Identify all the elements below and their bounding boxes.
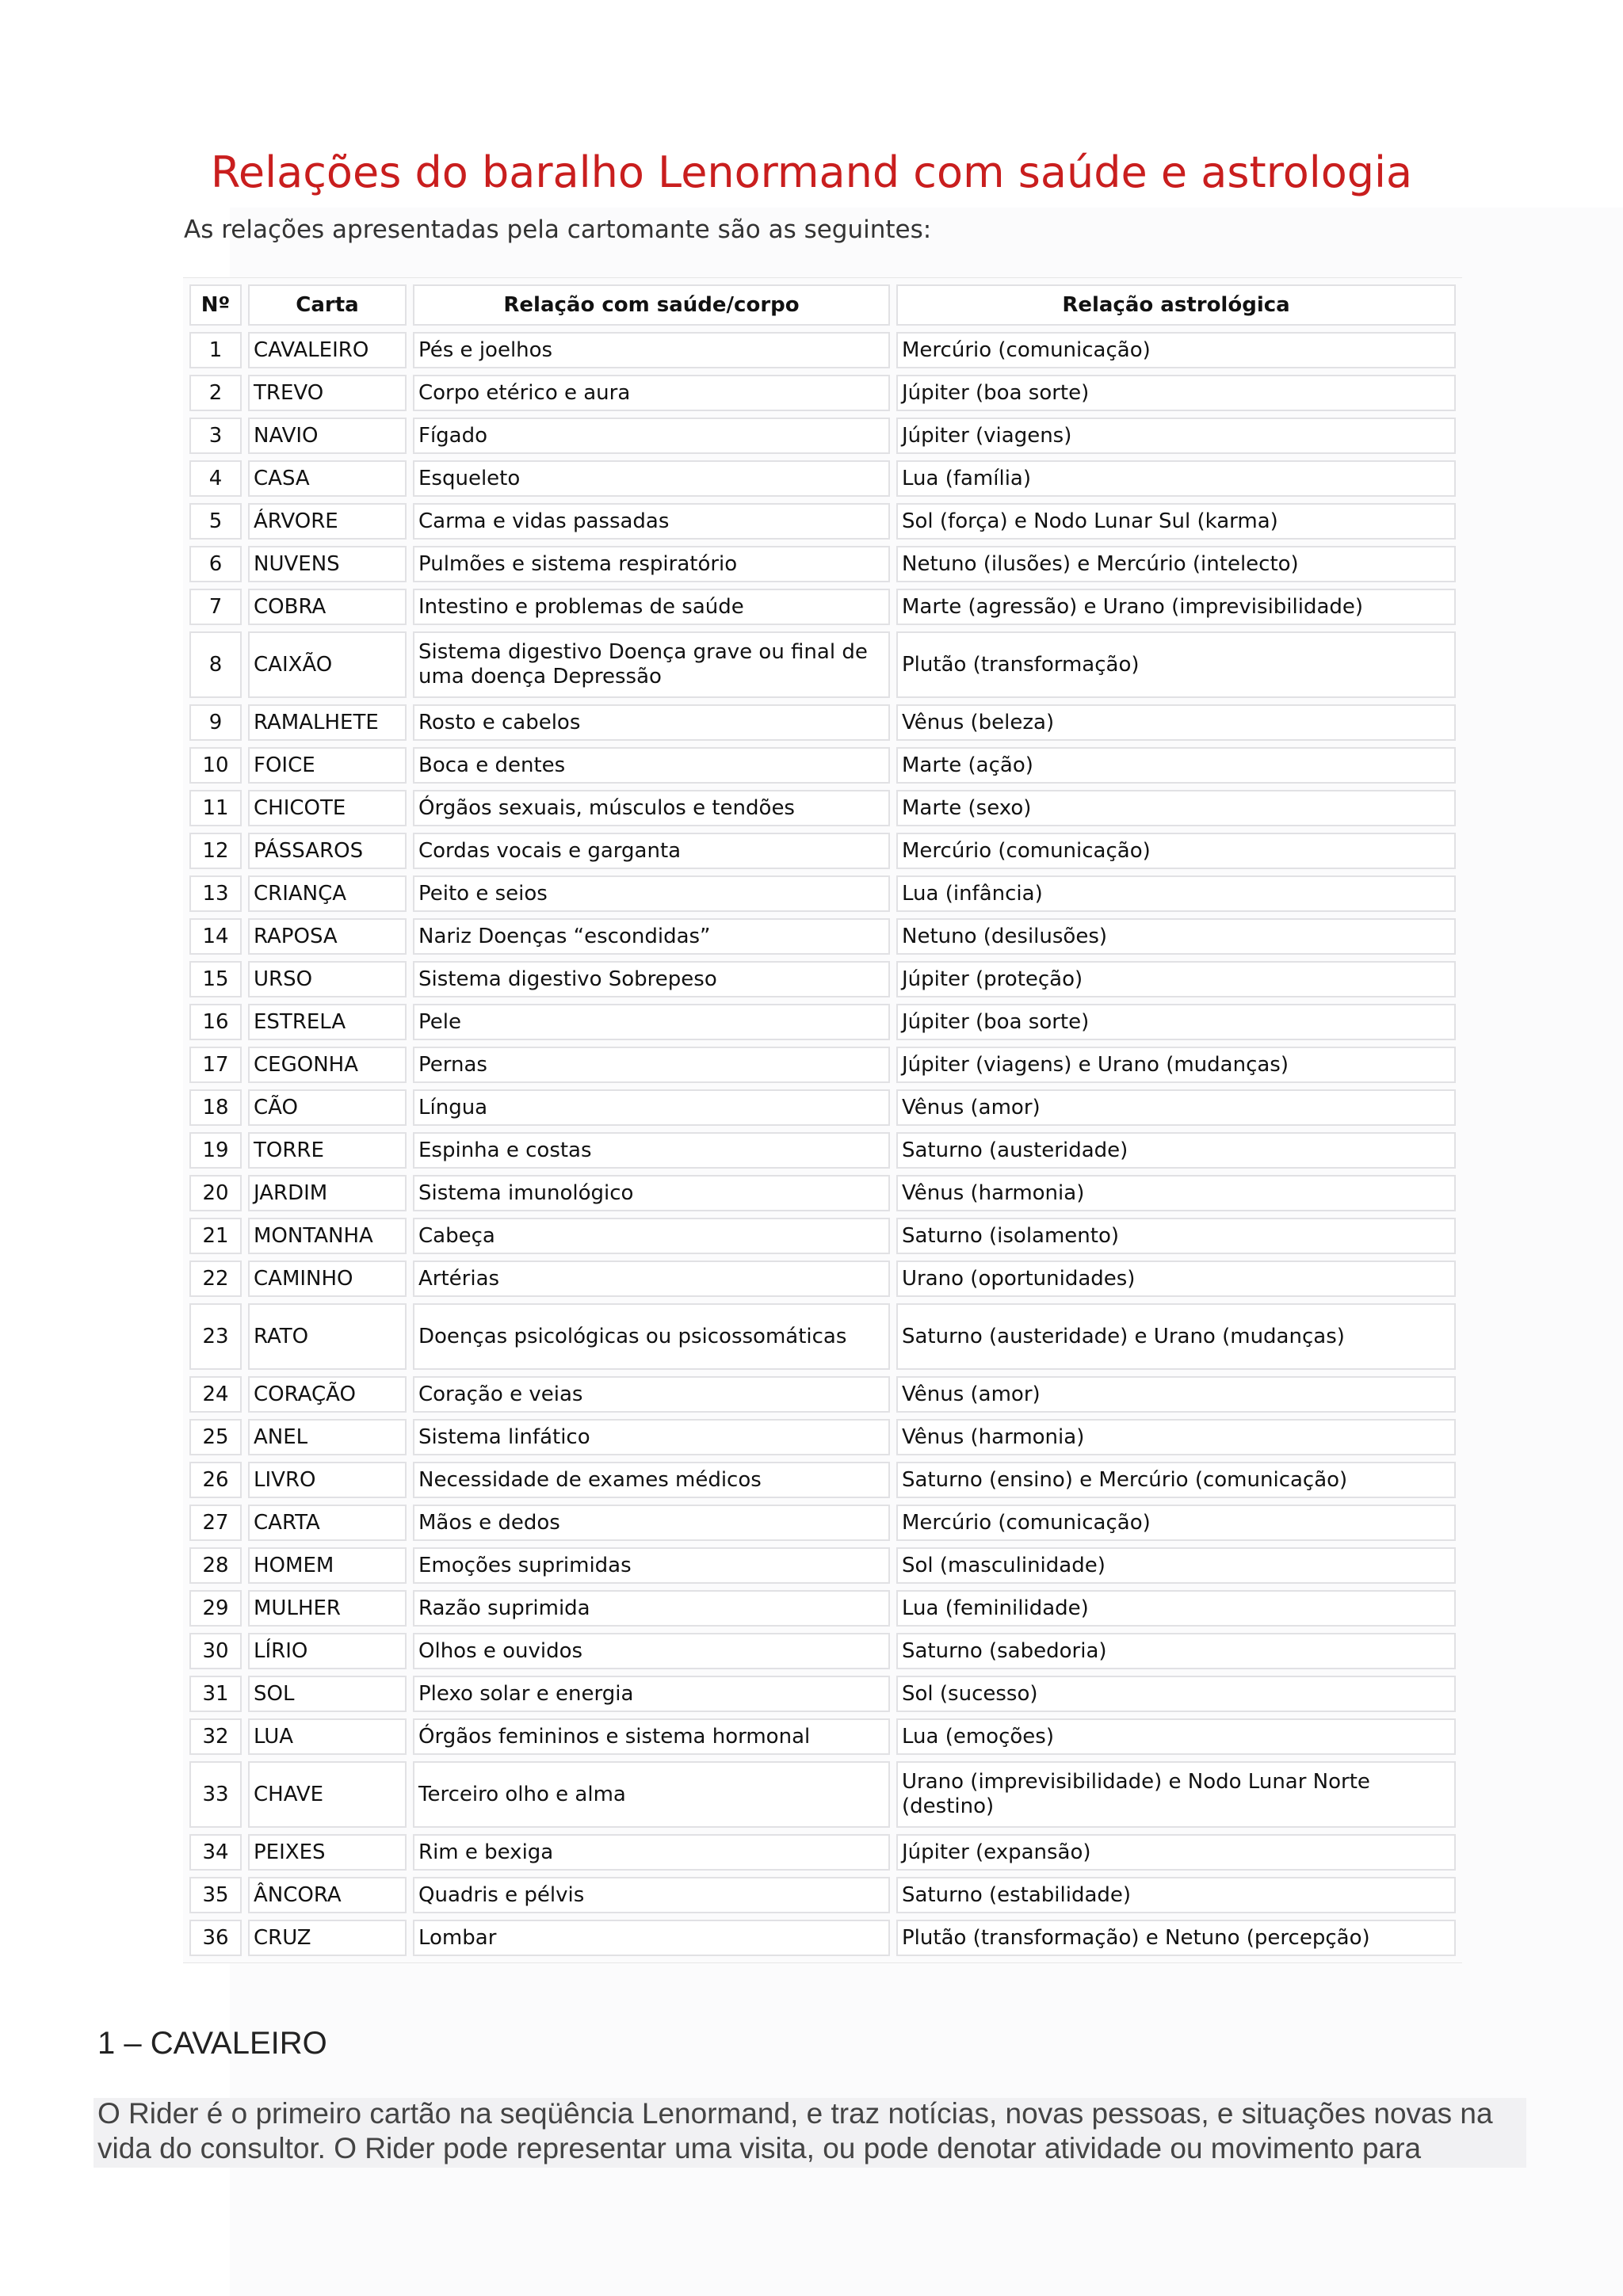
cell-astrology: Júpiter (boa sorte) xyxy=(896,1004,1456,1040)
table-row xyxy=(189,1089,1456,1126)
cell-health: Intestino e problemas de saúde xyxy=(413,589,890,625)
cell-card: LUA xyxy=(248,1718,407,1755)
cell-card: URSO xyxy=(248,961,407,997)
cell-astrology: Saturno (austeridade) e Urano (mudanças) xyxy=(896,1303,1456,1370)
cell-astrology: Marte (ação) xyxy=(896,747,1456,784)
page-title: Relações do baralho Lenormand com saúde e astrologia xyxy=(210,147,1413,197)
cell-card: NAVIO xyxy=(248,418,407,454)
cell-health: Coração e veias xyxy=(413,1376,890,1413)
cell-astrology: Saturno (isolamento) xyxy=(896,1218,1456,1254)
cell-health: Artérias xyxy=(413,1261,890,1297)
cell-astrology: Júpiter (expansão) xyxy=(896,1834,1456,1871)
table-row xyxy=(189,1218,1456,1254)
cell-health: Peito e seios xyxy=(413,875,890,912)
table-row xyxy=(189,546,1456,582)
cell-card: RAMALHETE xyxy=(248,704,407,741)
cell-astrology: Netuno (ilusões) e Mercúrio (intelecto) xyxy=(896,546,1456,582)
cell-astrology: Marte (agressão) e Urano (imprevisibilidade) xyxy=(896,589,1456,625)
header-number: Nº xyxy=(189,284,242,326)
cell-card: JARDIM xyxy=(248,1175,407,1211)
cell-health: Língua xyxy=(413,1089,890,1126)
table-row xyxy=(189,833,1456,869)
cell-health: Órgãos femininos e sistema hormonal xyxy=(413,1718,890,1755)
intro-text: As relações apresentadas pela cartomante são as seguintes: xyxy=(184,215,932,244)
cell-number: 32 xyxy=(189,1718,242,1755)
cell-number: 7 xyxy=(189,589,242,625)
cell-health: Esqueleto xyxy=(413,460,890,497)
cell-astrology: Júpiter (boa sorte) xyxy=(896,375,1456,411)
cell-card: CASA xyxy=(248,460,407,497)
cell-card: CHAVE xyxy=(248,1761,407,1828)
cell-health: Sistema digestivo Doença grave ou final de uma doença Depressão xyxy=(413,631,890,698)
cell-health: Pés e joelhos xyxy=(413,332,890,368)
header-card: Carta xyxy=(248,284,407,326)
cell-card: CEGONHA xyxy=(248,1047,407,1083)
header-astrology: Relação astrológica xyxy=(896,284,1456,326)
cell-card: FOICE xyxy=(248,747,407,784)
cell-number: 18 xyxy=(189,1089,242,1126)
cell-health: Doenças psicológicas ou psicossomáticas xyxy=(413,1303,890,1370)
cell-number: 22 xyxy=(189,1261,242,1297)
table-body xyxy=(189,332,1456,1956)
cell-card: COBRA xyxy=(248,589,407,625)
table-row xyxy=(189,460,1456,497)
cell-number: 21 xyxy=(189,1218,242,1254)
cell-astrology: Plutão (transformação) e Netuno (percepção) xyxy=(896,1920,1456,1956)
cell-number: 27 xyxy=(189,1505,242,1541)
cell-health: Corpo etérico e aura xyxy=(413,375,890,411)
section-heading: 1 – CAVALEIRO xyxy=(97,2026,327,2061)
cell-astrology: Sol (força) e Nodo Lunar Sul (karma) xyxy=(896,503,1456,540)
table-row xyxy=(189,1718,1456,1755)
table-row xyxy=(189,1761,1456,1828)
table-row xyxy=(189,704,1456,741)
table-row xyxy=(189,875,1456,912)
cell-health: Mãos e dedos xyxy=(413,1505,890,1541)
cell-card: CRUZ xyxy=(248,1920,407,1956)
table-row xyxy=(189,1462,1456,1498)
cell-astrology: Lua (família) xyxy=(896,460,1456,497)
cell-number: 30 xyxy=(189,1633,242,1669)
cell-health: Rosto e cabelos xyxy=(413,704,890,741)
cell-card: CAMINHO xyxy=(248,1261,407,1297)
table-row xyxy=(189,1047,1456,1083)
cell-astrology: Saturno (sabedoria) xyxy=(896,1633,1456,1669)
table-row xyxy=(189,1547,1456,1584)
table-row xyxy=(189,631,1456,698)
table-row xyxy=(189,332,1456,368)
table-row xyxy=(189,589,1456,625)
cell-astrology: Marte (sexo) xyxy=(896,790,1456,826)
cell-number: 34 xyxy=(189,1834,242,1871)
table-row xyxy=(189,1633,1456,1669)
table-row xyxy=(189,747,1456,784)
cell-astrology: Vênus (harmonia) xyxy=(896,1175,1456,1211)
cell-number: 33 xyxy=(189,1761,242,1828)
cell-health: Plexo solar e energia xyxy=(413,1676,890,1712)
cell-astrology: Sol (masculinidade) xyxy=(896,1547,1456,1584)
cell-card: CAIXÃO xyxy=(248,631,407,698)
cell-card: LIVRO xyxy=(248,1462,407,1498)
cell-number: 4 xyxy=(189,460,242,497)
cell-astrology: Mercúrio (comunicação) xyxy=(896,332,1456,368)
header-health: Relação com saúde/corpo xyxy=(413,284,890,326)
cell-health: Sistema imunológico xyxy=(413,1175,890,1211)
cell-health: Emoções suprimidas xyxy=(413,1547,890,1584)
relations-table-wrapper xyxy=(183,277,1456,1963)
table-row xyxy=(189,918,1456,955)
cell-astrology: Júpiter (viagens) e Urano (mudanças) xyxy=(896,1047,1456,1083)
cell-health: Necessidade de exames médicos xyxy=(413,1462,890,1498)
cell-number: 13 xyxy=(189,875,242,912)
cell-card: MONTANHA xyxy=(248,1218,407,1254)
table-row xyxy=(189,1261,1456,1297)
table-row xyxy=(189,961,1456,997)
cell-card: TORRE xyxy=(248,1132,407,1169)
cell-number: 19 xyxy=(189,1132,242,1169)
cell-health: Quadris e pélvis xyxy=(413,1877,890,1913)
cell-astrology: Mercúrio (comunicação) xyxy=(896,833,1456,869)
cell-health: Boca e dentes xyxy=(413,747,890,784)
cell-card: PÁSSAROS xyxy=(248,833,407,869)
table-row xyxy=(189,1419,1456,1455)
cell-number: 8 xyxy=(189,631,242,698)
cell-health: Pele xyxy=(413,1004,890,1040)
cell-health: Sistema linfático xyxy=(413,1419,890,1455)
cell-card: ÂNCORA xyxy=(248,1877,407,1913)
table-row xyxy=(189,1920,1456,1956)
cell-number: 36 xyxy=(189,1920,242,1956)
cell-health: Rim e bexiga xyxy=(413,1834,890,1871)
table-row xyxy=(189,1834,1456,1871)
section-paragraph: O Rider é o primeiro cartão na seqüência Lenormand, e traz notícias, novas pessoas, e situações novas na vida do consultor. O Rider pode representar uma visita, ou pode denotar atividade ou movimento para xyxy=(97,2097,1493,2164)
cell-health: Nariz Doenças “escondidas” xyxy=(413,918,890,955)
cell-card: LÍRIO xyxy=(248,1633,407,1669)
cell-astrology: Lua (emoções) xyxy=(896,1718,1456,1755)
cell-astrology: Urano (imprevisibilidade) e Nodo Lunar Norte (destino) xyxy=(896,1761,1456,1828)
cell-astrology: Saturno (ensino) e Mercúrio (comunicação) xyxy=(896,1462,1456,1498)
cell-number: 20 xyxy=(189,1175,242,1211)
cell-astrology: Júpiter (proteção) xyxy=(896,961,1456,997)
cell-astrology: Vênus (beleza) xyxy=(896,704,1456,741)
cell-health: Terceiro olho e alma xyxy=(413,1761,890,1828)
cell-astrology: Urano (oportunidades) xyxy=(896,1261,1456,1297)
cell-health: Fígado xyxy=(413,418,890,454)
cell-number: 25 xyxy=(189,1419,242,1455)
cell-astrology: Lua (feminilidade) xyxy=(896,1590,1456,1627)
cell-number: 14 xyxy=(189,918,242,955)
cell-health: Pernas xyxy=(413,1047,890,1083)
cell-card: ESTRELA xyxy=(248,1004,407,1040)
cell-health: Pulmões e sistema respiratório xyxy=(413,546,890,582)
cell-number: 28 xyxy=(189,1547,242,1584)
cell-number: 10 xyxy=(189,747,242,784)
cell-card: CÃO xyxy=(248,1089,407,1126)
cell-astrology: Vênus (amor) xyxy=(896,1089,1456,1126)
table-row xyxy=(189,790,1456,826)
cell-number: 17 xyxy=(189,1047,242,1083)
cell-number: 31 xyxy=(189,1676,242,1712)
table-row xyxy=(189,1132,1456,1169)
cell-number: 6 xyxy=(189,546,242,582)
cell-astrology: Sol (sucesso) xyxy=(896,1676,1456,1712)
cell-astrology: Saturno (austeridade) xyxy=(896,1132,1456,1169)
cell-astrology: Netuno (desilusões) xyxy=(896,918,1456,955)
cell-card: CARTA xyxy=(248,1505,407,1541)
cell-number: 3 xyxy=(189,418,242,454)
cell-number: 29 xyxy=(189,1590,242,1627)
cell-number: 1 xyxy=(189,332,242,368)
cell-health: Lombar xyxy=(413,1920,890,1956)
table-header-row xyxy=(189,284,1456,326)
cell-card: PEIXES xyxy=(248,1834,407,1871)
cell-astrology: Saturno (estabilidade) xyxy=(896,1877,1456,1913)
table-row xyxy=(189,1505,1456,1541)
cell-number: 35 xyxy=(189,1877,242,1913)
relations-table xyxy=(183,277,1462,1963)
cell-health: Olhos e ouvidos xyxy=(413,1633,890,1669)
cell-astrology: Júpiter (viagens) xyxy=(896,418,1456,454)
cell-card: ANEL xyxy=(248,1419,407,1455)
cell-number: 23 xyxy=(189,1303,242,1370)
table-row xyxy=(189,1004,1456,1040)
table-row xyxy=(189,1303,1456,1370)
cell-health: Espinha e costas xyxy=(413,1132,890,1169)
cell-card: CHICOTE xyxy=(248,790,407,826)
cell-card: SOL xyxy=(248,1676,407,1712)
cell-number: 26 xyxy=(189,1462,242,1498)
cell-health: Sistema digestivo Sobrepeso xyxy=(413,961,890,997)
cell-card: CORAÇÃO xyxy=(248,1376,407,1413)
table-row xyxy=(189,418,1456,454)
table-row xyxy=(189,1676,1456,1712)
cell-number: 5 xyxy=(189,503,242,540)
cell-astrology: Mercúrio (comunicação) xyxy=(896,1505,1456,1541)
cell-astrology: Vênus (harmonia) xyxy=(896,1419,1456,1455)
cell-health: Órgãos sexuais, músculos e tendões xyxy=(413,790,890,826)
cell-card: NUVENS xyxy=(248,546,407,582)
cell-health: Carma e vidas passadas xyxy=(413,503,890,540)
cell-health: Razão suprimida xyxy=(413,1590,890,1627)
cell-card: TREVO xyxy=(248,375,407,411)
table-row xyxy=(189,375,1456,411)
cell-number: 15 xyxy=(189,961,242,997)
cell-card: RAPOSA xyxy=(248,918,407,955)
cell-astrology: Vênus (amor) xyxy=(896,1376,1456,1413)
cell-card: HOMEM xyxy=(248,1547,407,1584)
table-row xyxy=(189,503,1456,540)
cell-number: 12 xyxy=(189,833,242,869)
cell-astrology: Lua (infância) xyxy=(896,875,1456,912)
table-row xyxy=(189,1590,1456,1627)
cell-number: 11 xyxy=(189,790,242,826)
cell-card: RATO xyxy=(248,1303,407,1370)
cell-card: CAVALEIRO xyxy=(248,332,407,368)
table-row xyxy=(189,1877,1456,1913)
cell-number: 2 xyxy=(189,375,242,411)
cell-card: ÁRVORE xyxy=(248,503,407,540)
cell-number: 9 xyxy=(189,704,242,741)
table-row xyxy=(189,1175,1456,1211)
cell-astrology: Plutão (transformação) xyxy=(896,631,1456,698)
cell-health: Cordas vocais e garganta xyxy=(413,833,890,869)
cell-number: 24 xyxy=(189,1376,242,1413)
cell-number: 16 xyxy=(189,1004,242,1040)
table-row xyxy=(189,1376,1456,1413)
cell-health: Cabeça xyxy=(413,1218,890,1254)
cell-card: CRIANÇA xyxy=(248,875,407,912)
cell-card: MULHER xyxy=(248,1590,407,1627)
